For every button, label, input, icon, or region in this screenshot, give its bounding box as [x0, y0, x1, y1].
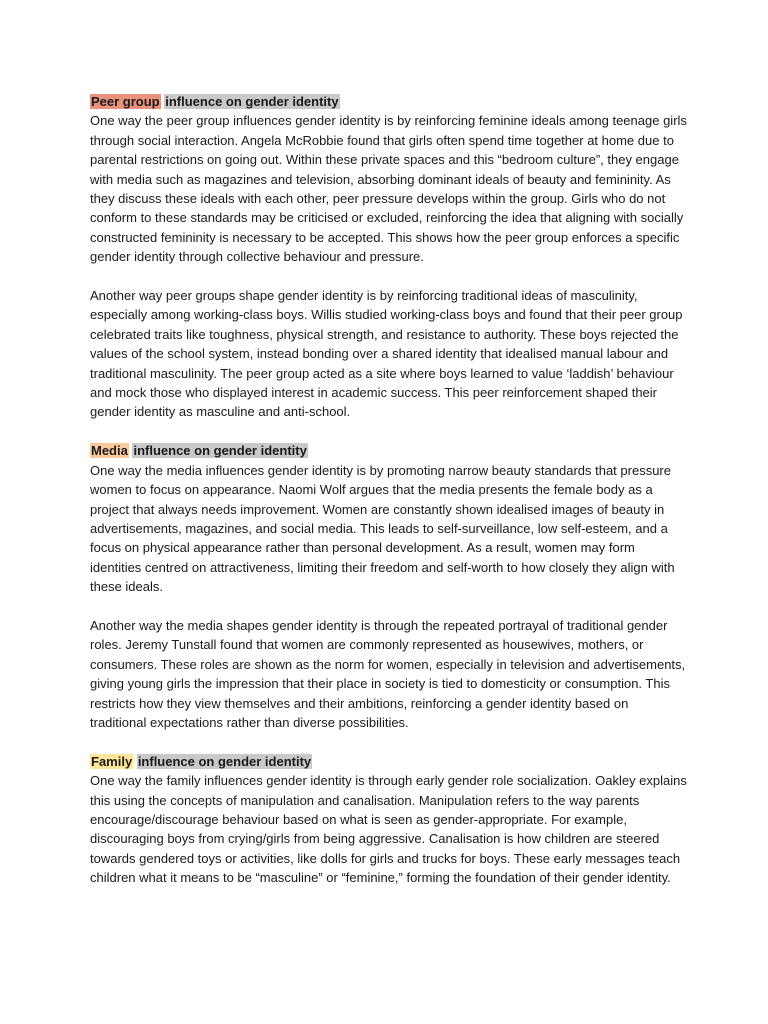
paragraph: Another way the media shapes gender identity is through the repeated portrayal of traditional gender roles. Jeremy Tunstall found that women are commonly represented as housewives, mothers, or consumers. These roles are shown as the norm for women, especially in television and advertisements, giving young girls the impression that their place in society is tied to domesticity or consumption. This restricts how they view themselves and their ambitions, reinforcing a gender identity based on traditional expectations rather than diverse possibilities.: [90, 617, 686, 730]
section-family: [90, 752, 688, 888]
section-heading: [90, 441, 688, 460]
section-peer-group: [90, 92, 688, 441]
heading-key: Family: [91, 753, 133, 769]
heading-rest: influence on gender identity: [165, 94, 339, 109]
paragraph: Another way peer groups shape gender identity is by reinforcing traditional ideas of masculinity, especially among working-class boys. Willis studied working-class boys and found that their peer group celebrated traits like toughness, physical strength, and resistance to authority. These boys rejected the values of the school system, instead bonding over a shared identity that idealised manual labour and traditional masculinity. The peer group acted as a site where boys learned to value ‘laddish’ behaviour and mock those who displayed interest in academic success. This peer reinforcement shaped their gender identity as masculine and anti-school.: [90, 288, 683, 420]
section-media: [90, 441, 688, 751]
paragraph: One way the media influences gender identity is by promoting narrow beauty standards that pressure women to focus on appearance. Naomi Wolf argues that the media presents the female body as a project that always needs improvement. Women are constantly shown idealised images of beauty in advertisements, magazines, and social media. This leads to self-surveillance, low self-esteem, and a focus on physical appearance rather than personal development. As a result, women may form identities centred on attractiveness, limiting their freedom and self-worth to how closely they align with these ideals.: [90, 462, 675, 595]
paragraph: One way the family influences gender identity is through early gender role socialization. Oakley explains this using the concepts of manipulation and canalisation. Manipulation refers to the way parents encourage/discourage behaviour based on what is seen as gender-appropriate. For example, discouraging boys from crying/girls from being aggressive. Canalisation is how children are steered towards gendered toys or activities, like dolls for girls and trucks for boys. These early messages teach children what it means to be “masculine” or “feminine,” forming the foundation of their gender identity.: [90, 773, 687, 886]
section-heading: [90, 752, 688, 771]
paragraph: One way the peer group influences gender identity is by reinforcing feminine ideals among teenage girls through social interaction. Angela McRobbie found that girls often spend time together at home due to parental restrictions on going out. Within these private spaces and this “bedroom culture”, they engage with media such as magazines and television, absorbing dominant ideals of beauty and femininity. As they discuss these ideals with each other, peer pressure develops within the group. Girls who do not conform to these standards may be criticised or excluded, reinforcing the idea that aligning with socially constructed femininity is necessary to be accepted. This shows how the peer group enforces a specific gender identity through collective behaviour and pressure.: [90, 113, 687, 265]
heading-rest: influence on gender identity: [137, 753, 312, 769]
heading-rest: influence on gender identity: [133, 443, 307, 459]
heading-key: Media: [91, 443, 128, 459]
section-heading: [90, 92, 688, 111]
heading-key: Peer group: [91, 94, 160, 109]
